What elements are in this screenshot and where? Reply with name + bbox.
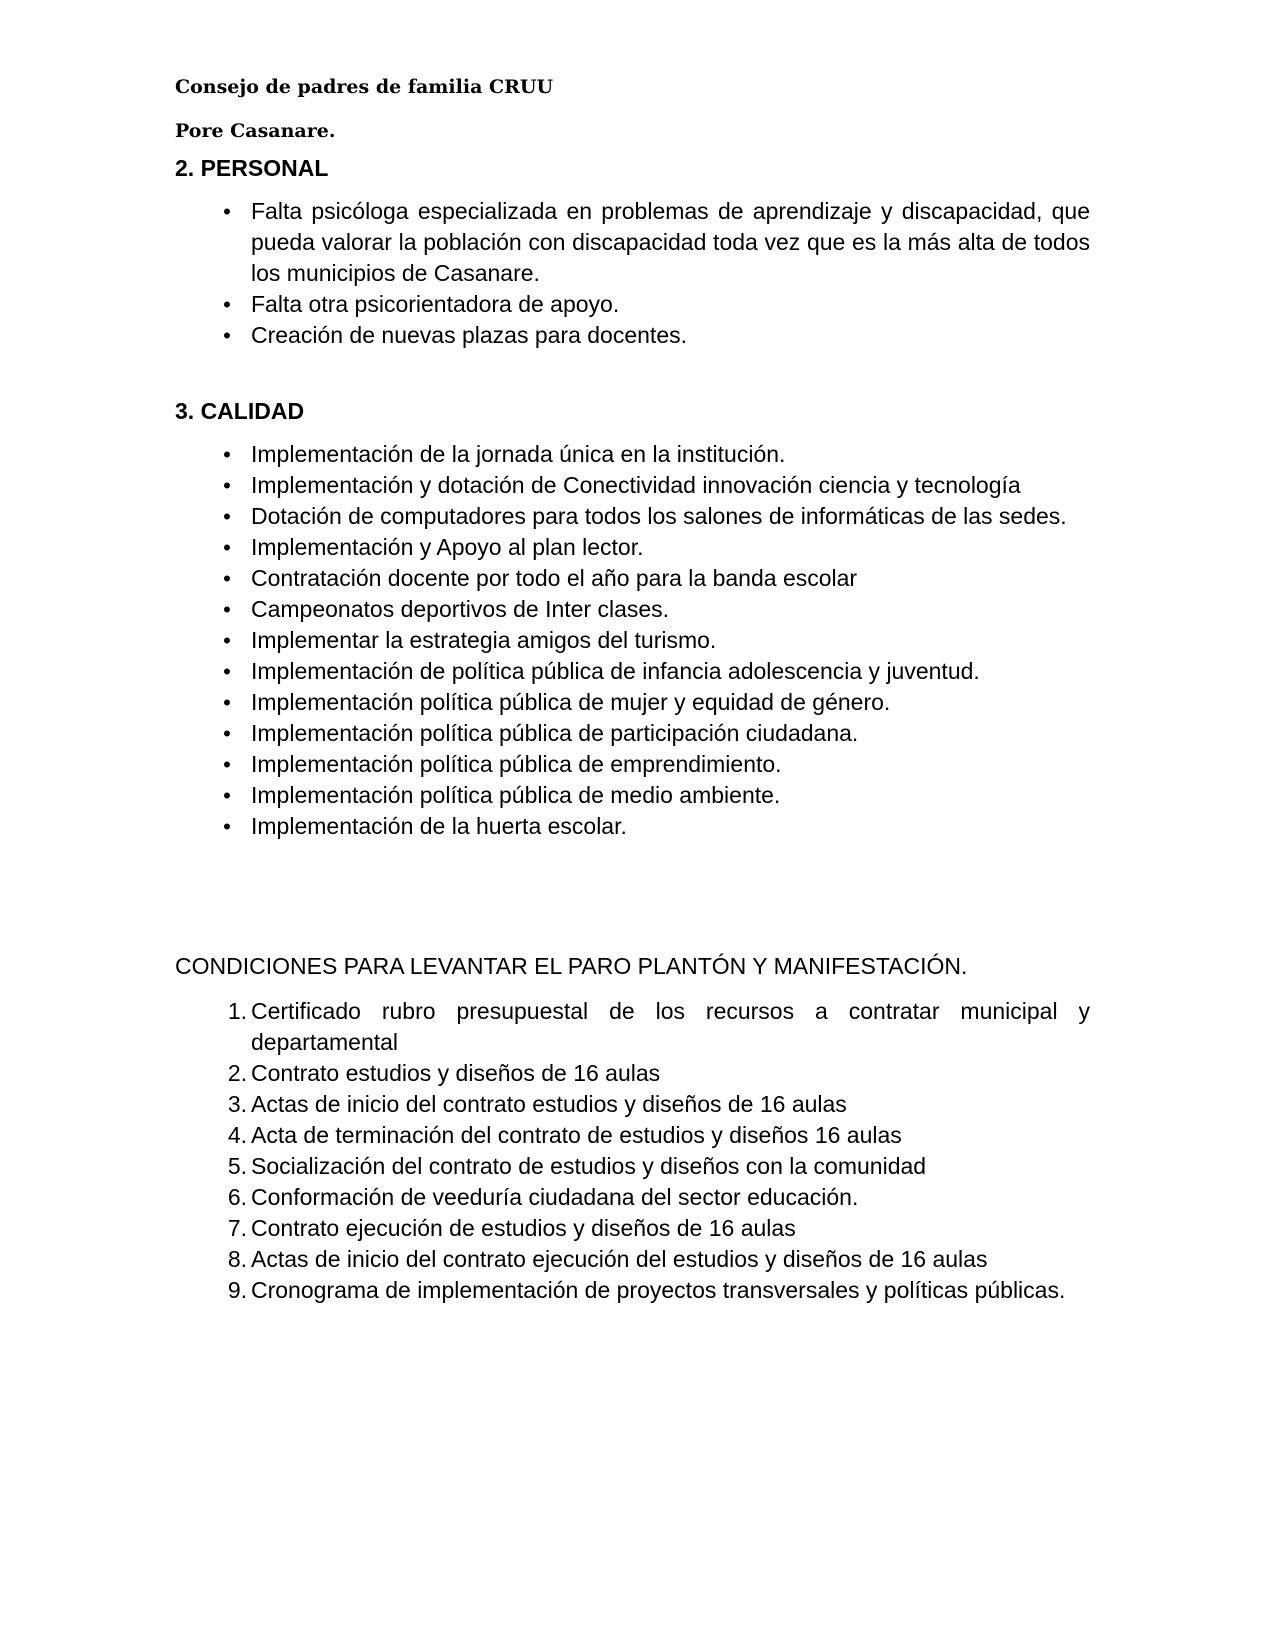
list-item [175,1151,1090,1182]
bullet-icon: • [223,721,231,746]
list-item-text: Falta otra psicorientadora de apoyo. [251,291,620,317]
list-number: 2. [227,1060,247,1086]
list-item [175,1089,1090,1120]
list-item-text: Implementación política pública de medio ambiente. [251,782,781,808]
list-item [175,1275,1090,1306]
bullet-icon: • [223,199,231,224]
list-item-text: Implementación política pública de emprendimiento. [251,751,782,777]
list-item-text: Falta psicóloga especializada en problemas de aprendizaje y discapacidad, que pueda valorar la población con discapacidad toda vez que es la más alta de todos los municipios de Casanare. [251,198,1090,286]
list-item-text: Actas de inicio del contrato ejecución del estudios y diseños de 16 aulas [251,1246,988,1272]
list-item [175,811,1090,842]
list-item [175,1058,1090,1089]
list-item [175,320,1090,351]
bullet-icon: • [223,752,231,777]
document-content [175,66,1090,1306]
list-number: 8. [227,1246,247,1272]
location-line: Pore Casanare. [175,120,336,142]
list-number: 1. [227,998,247,1024]
list-item [175,439,1090,470]
bullet-icon: • [223,690,231,715]
list-item [175,470,1090,501]
list-item [175,1120,1090,1151]
bullet-icon: • [223,628,231,653]
list-item-text: Implementación de la huerta escolar. [251,813,627,839]
list-item-text: Cronograma de implementación de proyectos transversales y políticas públicas. [251,1277,1066,1303]
list-item [175,1244,1090,1275]
bullet-icon: • [223,814,231,839]
list-item-text: Implementación y Apoyo al plan lector. [251,534,644,560]
list-number: 4. [227,1122,247,1148]
bullet-icon: • [223,783,231,808]
list-item-text: Certificado rubro presupuestal de los recursos a contratar municipal y departamental [251,998,1090,1055]
list-item-text: Contratación docente por todo el año para la banda escolar [251,565,858,591]
list-item-text: Implementar la estrategia amigos del turismo. [251,627,717,653]
conditions-title: CONDICIONES PARA LEVANTAR EL PARO PLANTÓN Y MANIFESTACIÓN. [175,953,968,979]
conditions-list [175,996,1090,1306]
list-item [175,594,1090,625]
bullet-icon: • [223,473,231,498]
list-item-text: Implementación de la jornada única en la institución. [251,441,786,467]
organization-name: Consejo de padres de familia CRUU [175,76,554,98]
list-number: 3. [227,1091,247,1117]
list-item [175,1213,1090,1244]
bullet-icon: • [223,659,231,684]
list-item-text: Acta de terminación del contrato de estudios y diseños 16 aulas [251,1122,902,1148]
personal-list [175,196,1090,351]
bullet-icon: • [223,323,231,348]
section-title-personal: 2. PERSONAL [175,155,329,181]
calidad-list [175,439,1090,842]
list-number: 6. [227,1184,247,1210]
list-item-text: Actas de inicio del contrato estudios y diseños de 16 aulas [251,1091,847,1117]
list-item [175,532,1090,563]
bullet-icon: • [223,597,231,622]
list-item-text: Conformación de veeduría ciudadana del sector educación. [251,1184,859,1210]
list-item-text: Contrato ejecución de estudios y diseños de 16 aulas [251,1215,796,1241]
list-item [175,687,1090,718]
bullet-icon: • [223,442,231,467]
list-item-text: Creación de nuevas plazas para docentes. [251,322,688,348]
list-number: 9. [227,1277,247,1303]
list-item-text: Implementación política pública de mujer y equidad de género. [251,689,891,715]
list-item-text: Contrato estudios y diseños de 16 aulas [251,1060,661,1086]
list-item-text: Socialización del contrato de estudios y diseños con la comunidad [251,1153,927,1179]
bullet-icon: • [223,566,231,591]
list-number: 5. [227,1153,247,1179]
list-item [175,1182,1090,1213]
list-item [175,996,1090,1058]
bullet-icon: • [223,504,231,529]
list-item [175,718,1090,749]
list-number: 7. [227,1215,247,1241]
list-item [175,501,1090,532]
list-item [175,780,1090,811]
list-item [175,563,1090,594]
list-item [175,196,1090,289]
list-item [175,289,1090,320]
list-item-text: Implementación de política pública de infancia adolescencia y juventud. [251,658,980,684]
list-item [175,656,1090,687]
list-item-text: Dotación de computadores para todos los salones de informáticas de las sedes. [251,503,1067,529]
bullet-icon: • [223,292,231,317]
list-item [175,749,1090,780]
list-item-text: Implementación política pública de participación ciudadana. [251,720,859,746]
list-item-text: Campeonatos deportivos de Inter clases. [251,596,670,622]
section-title-calidad: 3. CALIDAD [175,398,305,424]
bullet-icon: • [223,535,231,560]
list-item [175,625,1090,656]
list-item-text: Implementación y dotación de Conectividad innovación ciencia y tecnología [251,472,1021,498]
